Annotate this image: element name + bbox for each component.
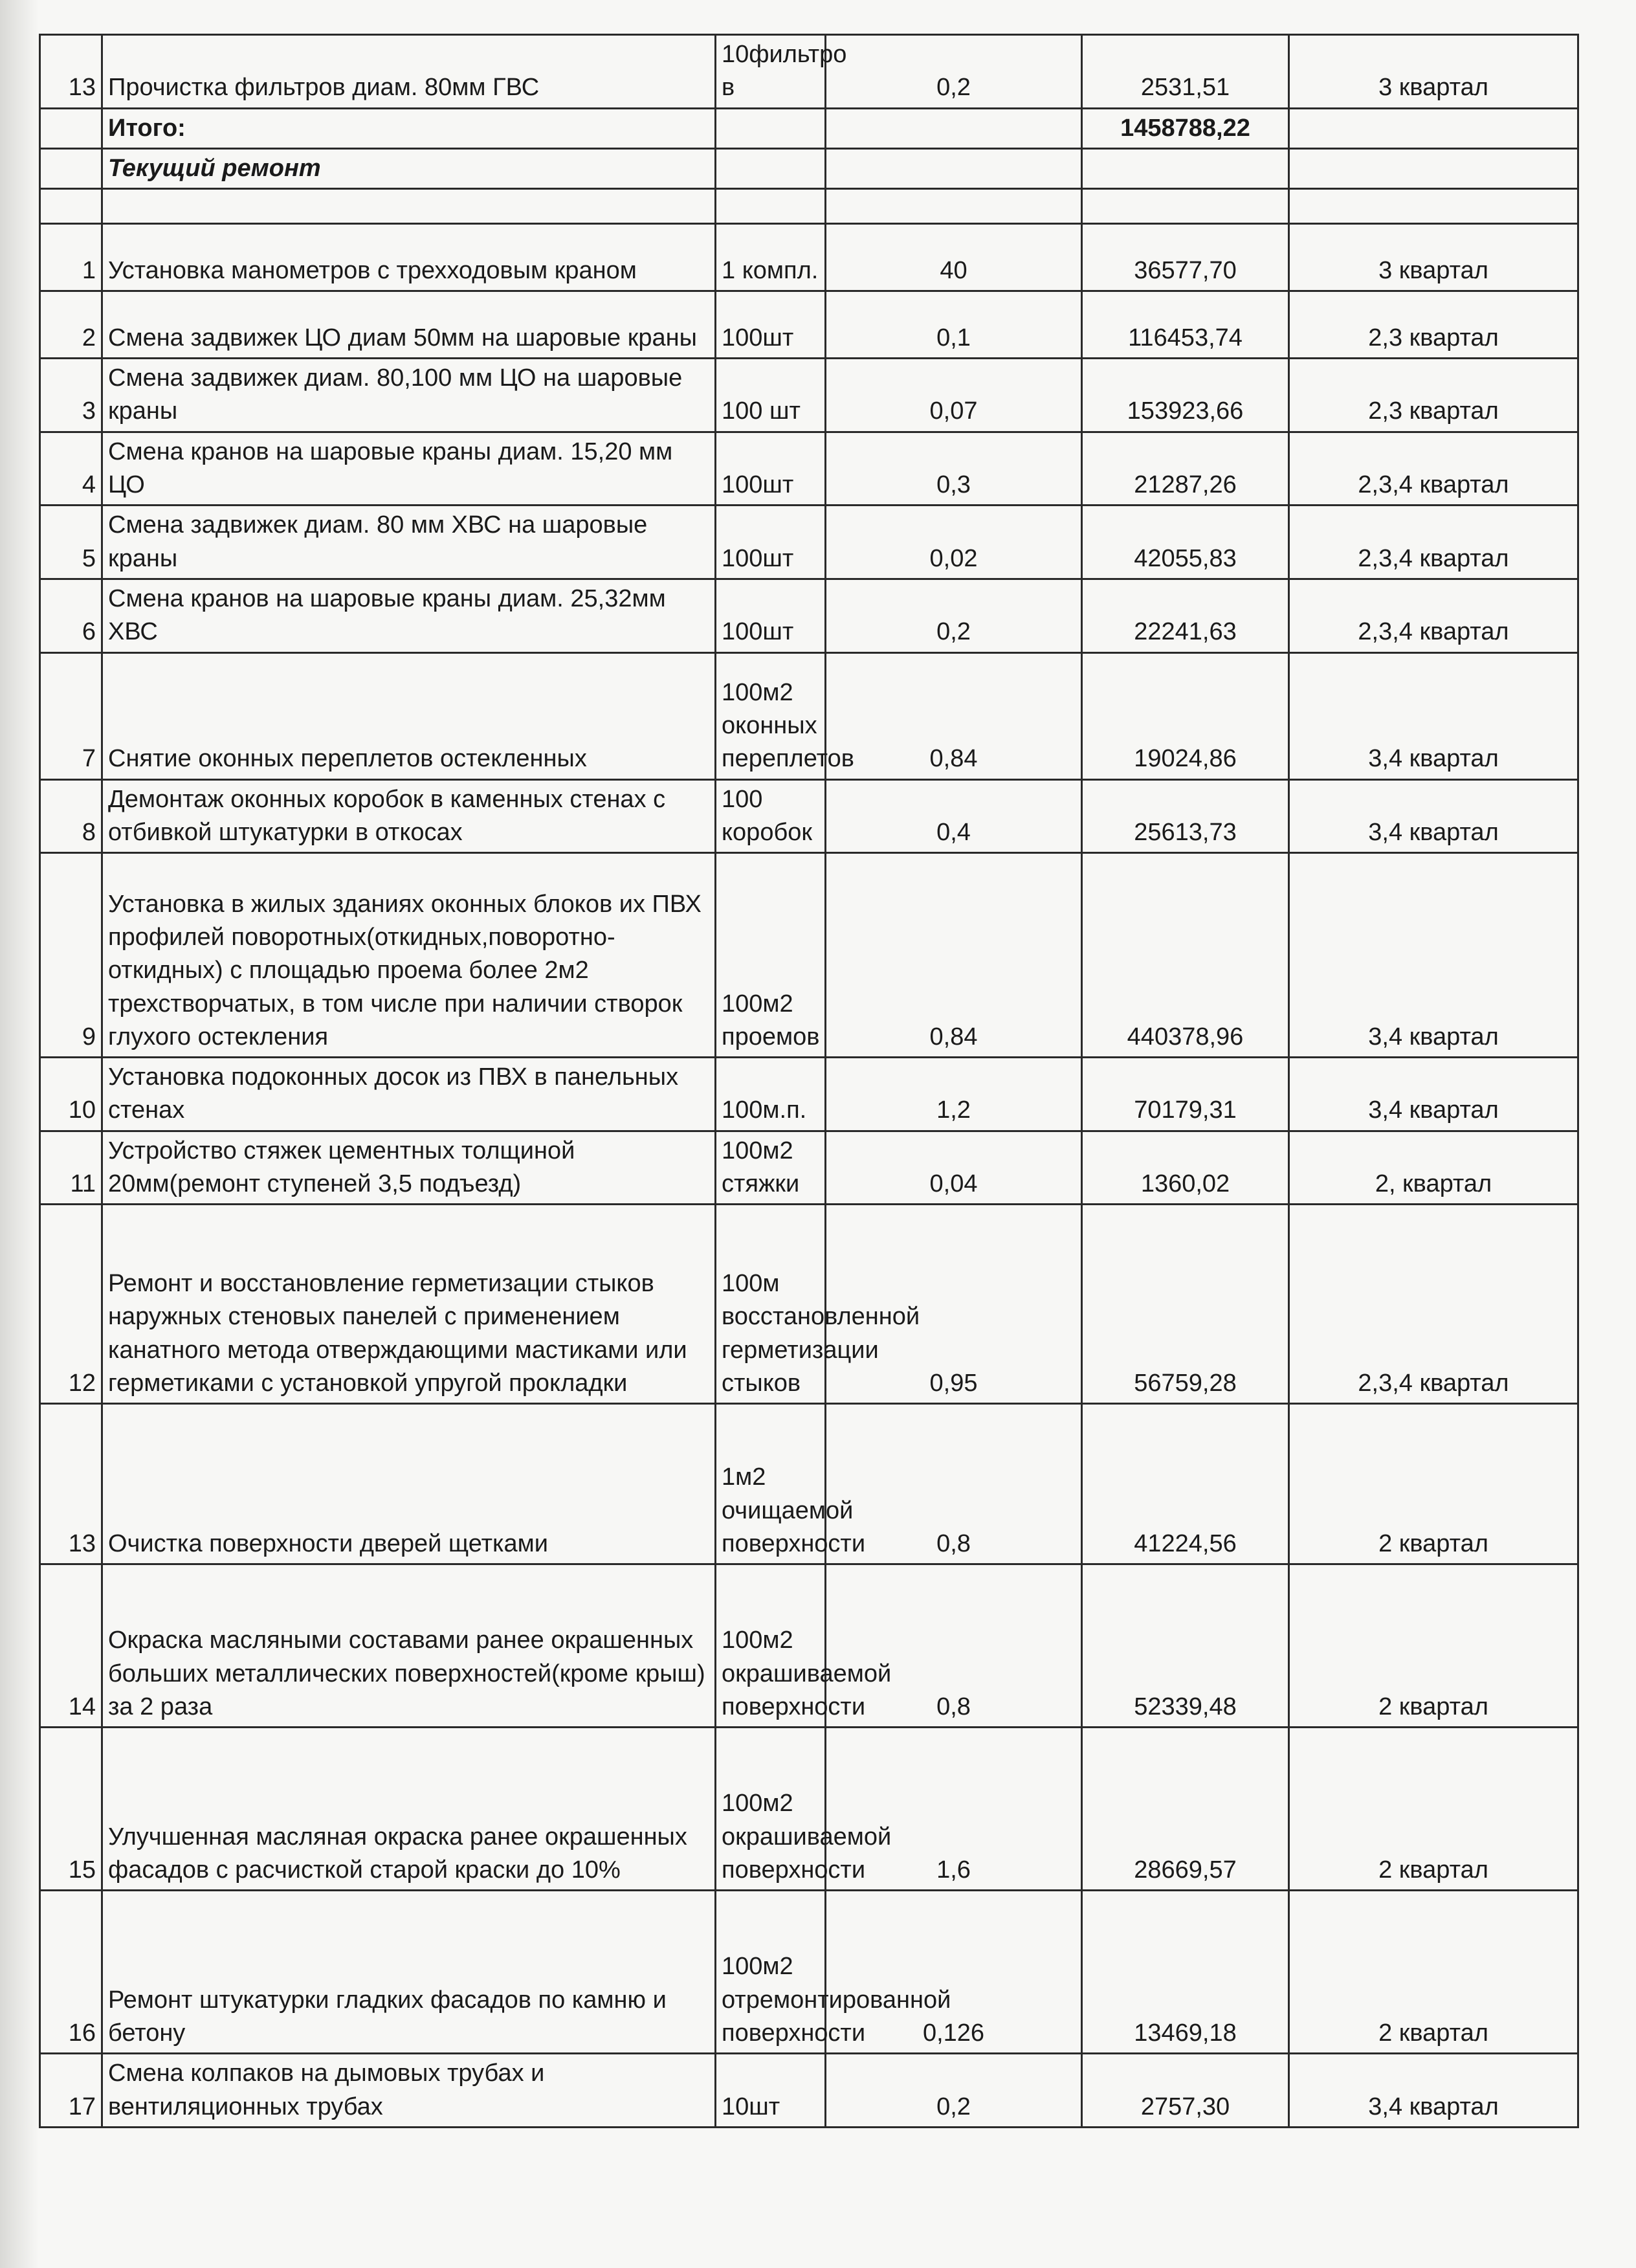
quantity: 0,84 — [826, 853, 1082, 1058]
quantity: 0,84 — [826, 652, 1082, 779]
cost: 56759,28 — [1082, 1205, 1289, 1404]
period: 3,4 квартал — [1289, 779, 1578, 853]
work-name: Очистка поверхности дверей щетками — [102, 1404, 716, 1564]
row-number: 13 — [40, 35, 102, 109]
section-unit-cell — [716, 148, 826, 188]
quantity: 0,4 — [826, 779, 1082, 853]
row-number: 13 — [40, 1404, 102, 1564]
row-number: 10 — [40, 1058, 102, 1131]
cost: 28669,57 — [1082, 1728, 1289, 1891]
cost: 70179,31 — [1082, 1058, 1289, 1131]
section-cost-cell — [1082, 148, 1289, 188]
cost: 19024,86 — [1082, 652, 1289, 779]
cost: 440378,96 — [1082, 853, 1289, 1058]
period: 2,3,4 квартал — [1289, 432, 1578, 506]
period: 2, квартал — [1289, 1131, 1578, 1205]
unit-of-measure: 100м восстановленной герметизации стыков — [716, 1205, 826, 1404]
spacer-cell — [826, 189, 1082, 224]
quantity: 1,2 — [826, 1058, 1082, 1131]
quantity: 0,2 — [826, 35, 1082, 109]
quantity: 0,8 — [826, 1564, 1082, 1728]
period: 2,3 квартал — [1289, 359, 1578, 432]
work-name: Устройство стяжек цементных толщиной 20мм(ремонт ступеней 3,5 подъезд) — [102, 1131, 716, 1205]
work-name: Установка подоконных досок из ПВХ в панельных стенах — [102, 1058, 716, 1131]
works-table-body — [40, 35, 1578, 2128]
unit-of-measure: 100шт — [716, 432, 826, 506]
table-row — [40, 1564, 1578, 1728]
period: 2,3,4 квартал — [1289, 1205, 1578, 1404]
work-name: Улучшенная масляная окраска ранее окрашенных фасадов с расчисткой старой краски до 10% — [102, 1728, 716, 1891]
period: 2 квартал — [1289, 1564, 1578, 1728]
unit-of-measure: 100м2 окрашиваемой поверхности — [716, 1564, 826, 1728]
row-number: 15 — [40, 1728, 102, 1891]
work-name: Смена колпаков на дымовых трубах и вентиляционных трубах — [102, 2054, 716, 2128]
quantity: 0,3 — [826, 432, 1082, 506]
period: 3,4 квартал — [1289, 2054, 1578, 2128]
spacer-row — [40, 189, 1578, 224]
period: 3,4 квартал — [1289, 652, 1578, 779]
row-number: 6 — [40, 579, 102, 652]
works-table — [39, 34, 1579, 2128]
cost: 36577,70 — [1082, 224, 1289, 291]
row-number: 2 — [40, 291, 102, 359]
work-name: Смена кранов на шаровые краны диам. 15,20 мм ЦО — [102, 432, 716, 506]
period: 2,3,4 квартал — [1289, 506, 1578, 579]
cost: 22241,63 — [1082, 579, 1289, 652]
unit-of-measure: 100шт — [716, 506, 826, 579]
cost: 153923,66 — [1082, 359, 1289, 432]
row-number: 11 — [40, 1131, 102, 1205]
unit-of-measure: 100 шт — [716, 359, 826, 432]
quantity: 0,8 — [826, 1404, 1082, 1564]
cost: 1360,02 — [1082, 1131, 1289, 1205]
table-row — [40, 1891, 1578, 2054]
row-number: 14 — [40, 1564, 102, 1728]
section-title: Текущий ремонт — [102, 148, 716, 188]
work-name: Окраска масляными составами ранее окрашенных больших металлических поверхностей(кроме крыш) за 2 раза — [102, 1564, 716, 1728]
work-name: Смена задвижек ЦО диам 50мм на шаровые краны — [102, 291, 716, 359]
unit-of-measure: 10фильтро в — [716, 35, 826, 109]
cost: 116453,74 — [1082, 291, 1289, 359]
period: 2,3,4 квартал — [1289, 579, 1578, 652]
cost: 25613,73 — [1082, 779, 1289, 853]
row-number: 17 — [40, 2054, 102, 2128]
cost: 21287,26 — [1082, 432, 1289, 506]
work-name: Прочистка фильтров диам. 80мм ГВС — [102, 35, 716, 109]
row-number: 1 — [40, 224, 102, 291]
table-row — [40, 1205, 1578, 1404]
table-row — [40, 779, 1578, 853]
cost: 2531,51 — [1082, 35, 1289, 109]
period: 2 квартал — [1289, 1891, 1578, 2054]
quantity: 0,04 — [826, 1131, 1082, 1205]
work-name: Смена задвижек диам. 80 мм ХВС на шаровые краны — [102, 506, 716, 579]
unit-of-measure: 100шт — [716, 579, 826, 652]
total-num-cell — [40, 108, 102, 148]
period: 3,4 квартал — [1289, 853, 1578, 1058]
quantity: 0,02 — [826, 506, 1082, 579]
cost: 42055,83 — [1082, 506, 1289, 579]
work-name: Демонтаж оконных коробок в каменных стенах с отбивкой штукатурки в откосах — [102, 779, 716, 853]
quantity: 1,6 — [826, 1728, 1082, 1891]
table-row — [40, 291, 1578, 359]
period: 3,4 квартал — [1289, 1058, 1578, 1131]
table-row — [40, 1728, 1578, 1891]
row-number: 3 — [40, 359, 102, 432]
work-name: Снятие оконных переплетов остекленных — [102, 652, 716, 779]
table-row — [40, 224, 1578, 291]
table-row — [40, 359, 1578, 432]
scan-edge-shadow — [0, 0, 39, 2268]
row-number: 4 — [40, 432, 102, 506]
cost: 2757,30 — [1082, 2054, 1289, 2128]
quantity: 40 — [826, 224, 1082, 291]
cost: 52339,48 — [1082, 1564, 1289, 1728]
unit-of-measure: 1 компл. — [716, 224, 826, 291]
unit-of-measure: 100м2 проемов — [716, 853, 826, 1058]
row-number: 5 — [40, 506, 102, 579]
row-number: 9 — [40, 853, 102, 1058]
row-number: 12 — [40, 1205, 102, 1404]
unit-of-measure: 100 коробок — [716, 779, 826, 853]
period: 2 квартал — [1289, 1728, 1578, 1891]
table-row — [40, 579, 1578, 652]
total-value: 1458788,22 — [1082, 108, 1289, 148]
total-label: Итого: — [102, 108, 716, 148]
unit-of-measure: 100шт — [716, 291, 826, 359]
spacer-cell — [102, 189, 716, 224]
total-unit-cell — [716, 108, 826, 148]
row-number: 16 — [40, 1891, 102, 2054]
quantity: 0,2 — [826, 579, 1082, 652]
period: 3 квартал — [1289, 35, 1578, 109]
total-qty-cell — [826, 108, 1082, 148]
quantity: 0,2 — [826, 2054, 1082, 2128]
quantity: 0,126 — [826, 1891, 1082, 2054]
row-number: 7 — [40, 652, 102, 779]
work-name: Смена кранов на шаровые краны диам. 25,32мм ХВС — [102, 579, 716, 652]
section-period-cell — [1289, 148, 1578, 188]
unit-of-measure: 100м2 отремонтированной поверхности — [716, 1891, 826, 2054]
cost: 13469,18 — [1082, 1891, 1289, 2054]
table-row — [40, 1131, 1578, 1205]
period: 2 квартал — [1289, 1404, 1578, 1564]
work-name: Смена задвижек диам. 80,100 мм ЦО на шаровые краны — [102, 359, 716, 432]
spacer-cell — [40, 189, 102, 224]
section-num-cell — [40, 148, 102, 188]
table-row — [40, 35, 1578, 109]
section-row — [40, 148, 1578, 188]
table-row — [40, 1058, 1578, 1131]
table-row — [40, 853, 1578, 1058]
table-row — [40, 432, 1578, 506]
table-row — [40, 506, 1578, 579]
spacer-cell — [1082, 189, 1289, 224]
spacer-cell — [1289, 189, 1578, 224]
unit-of-measure: 100м2 окрашиваемой поверхности — [716, 1728, 826, 1891]
work-name: Ремонт и восстановление герметизации стыков наружных стеновых панелей с применением канатного метода отверждающими мастиками или герметиками с установкой упругой прокладки — [102, 1205, 716, 1404]
section-qty-cell — [826, 148, 1082, 188]
period: 2,3 квартал — [1289, 291, 1578, 359]
quantity: 0,07 — [826, 359, 1082, 432]
unit-of-measure: 100м.п. — [716, 1058, 826, 1131]
spacer-cell — [716, 189, 826, 224]
table-row — [40, 652, 1578, 779]
work-name: Ремонт штукатурки гладких фасадов по камню и бетону — [102, 1891, 716, 2054]
total-period-cell — [1289, 108, 1578, 148]
unit-of-measure: 100м2 стяжки — [716, 1131, 826, 1205]
total-row — [40, 108, 1578, 148]
work-name: Установка в жилых зданиях оконных блоков их ПВХ профилей поворотных(откидных,поворотно-откидных) с площадью проема более 2м2 трехстворчатых, в том числе при наличии створок глухого остекления — [102, 853, 716, 1058]
quantity: 0,95 — [826, 1205, 1082, 1404]
work-name: Установка манометров с трехходовым краном — [102, 224, 716, 291]
row-number: 8 — [40, 779, 102, 853]
table-row — [40, 1404, 1578, 1564]
cost: 41224,56 — [1082, 1404, 1289, 1564]
unit-of-measure: 100м2 оконных переплетов — [716, 652, 826, 779]
quantity: 0,1 — [826, 291, 1082, 359]
period: 3 квартал — [1289, 224, 1578, 291]
unit-of-measure: 1м2 очищаемой поверхности — [716, 1404, 826, 1564]
unit-of-measure: 10шт — [716, 2054, 826, 2128]
table-row — [40, 2054, 1578, 2128]
